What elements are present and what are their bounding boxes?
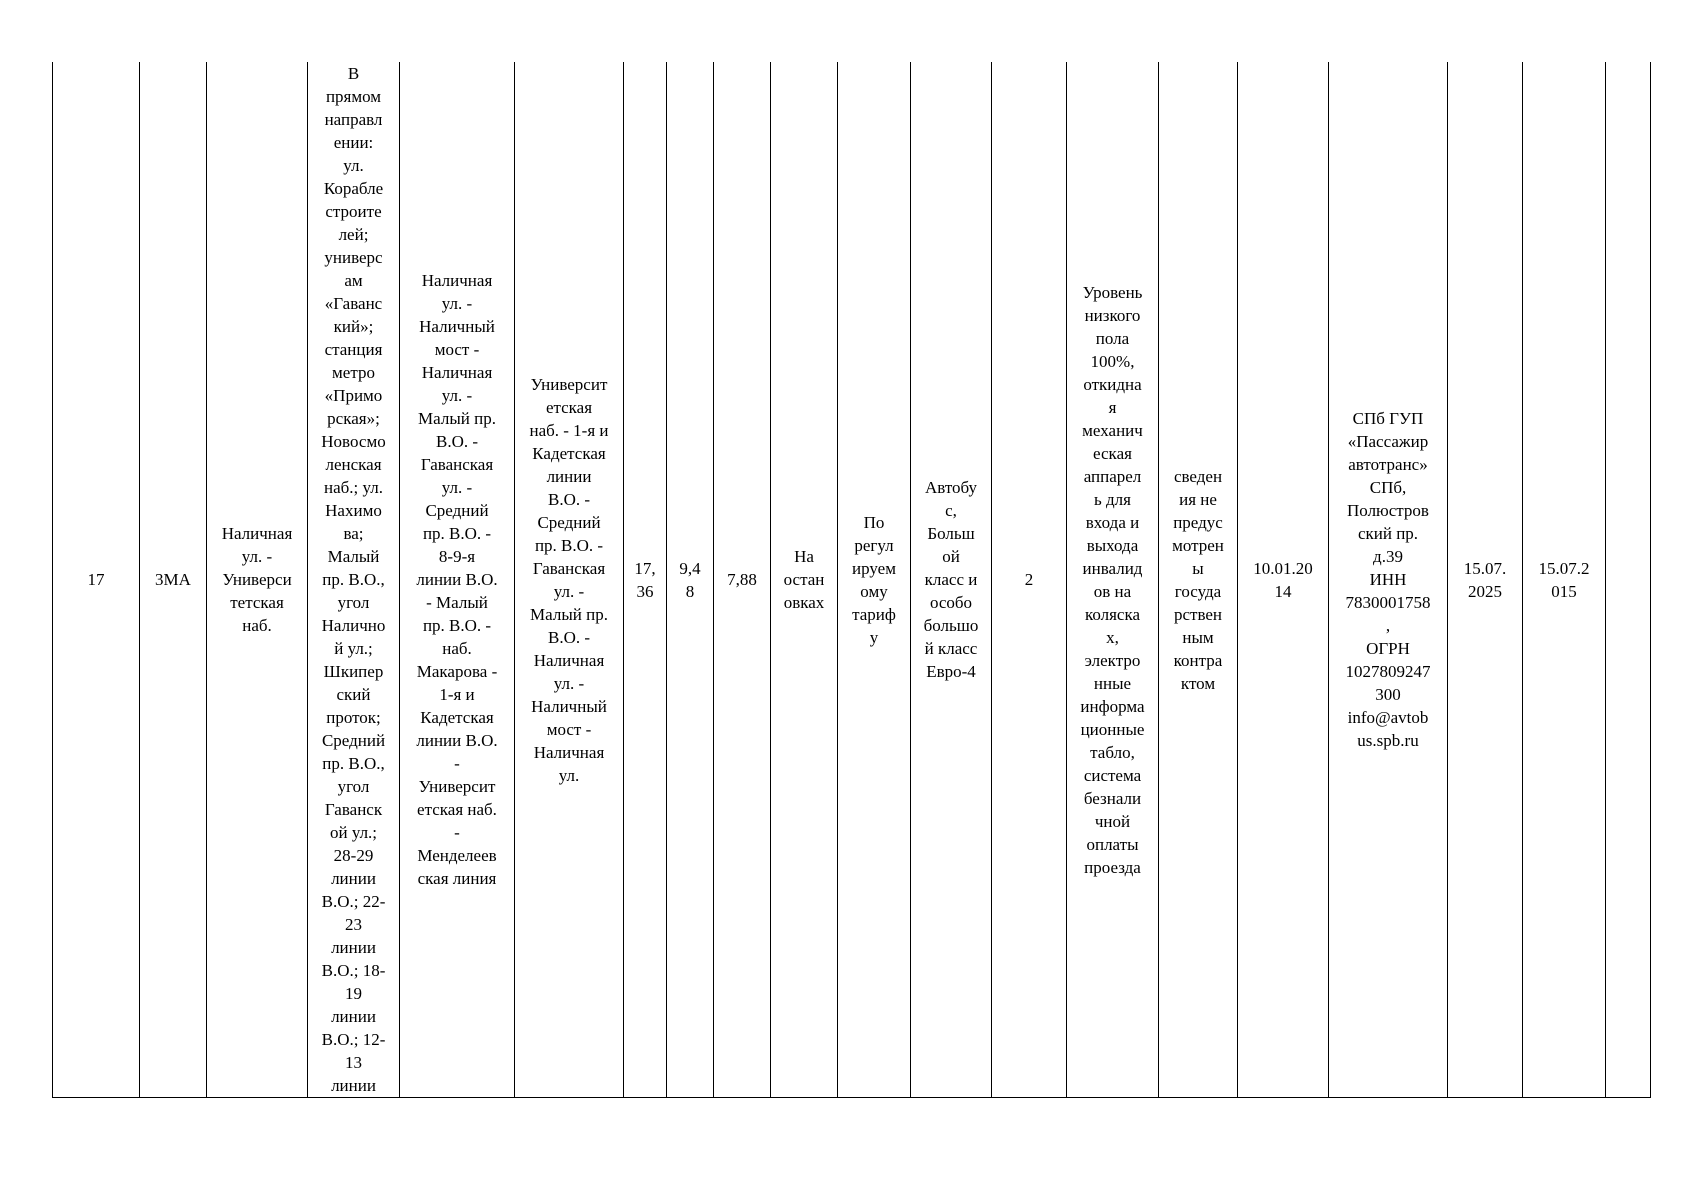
length-reverse-cell: 7,88: [714, 62, 771, 1098]
table-row: [53, 62, 1651, 1098]
length-forward-cell: 9,4 8: [667, 62, 714, 1098]
streets-reverse-cell: Университ етская наб. - 1-я и Кадетская линии В.О. - Средний пр. В.О. - Гаванская ул. - Малый пр. В.О. - Наличная ул. - Наличный мост - Наличная ул.: [515, 62, 624, 1098]
vehicle-features-cell: Уровень низкого пола 100%, откидна я механич еская аппарел ь для входа и выхода инвалид ов на коляска х, электро нные информа ционные табло, система безнали чной оплаты проезда: [1067, 62, 1159, 1098]
date-b-cell: 15.07.2 015: [1523, 62, 1606, 1098]
route-code-cell: 3МА: [140, 62, 207, 1098]
tariff-type-cell: По регул ируем ому тариф у: [838, 62, 911, 1098]
vehicle-type-cell: Автобу с, Больш ой класс и особо большо й класс Евро-4: [911, 62, 992, 1098]
length-total-cell: 17, 36: [624, 62, 667, 1098]
date-a-cell: 15.07. 2025: [1448, 62, 1523, 1098]
notes-cell: [1606, 62, 1651, 1098]
row-number-cell: 17: [53, 62, 140, 1098]
stops-forward-cell: [308, 62, 400, 1098]
start-date-cell: 10.01.20 14: [1238, 62, 1329, 1098]
carrier-cell: СПб ГУП «Пассажир автотранс» СПб, Полюстров ский пр. д.39 ИНН 7830001758 , ОГРН 1027809247 300 info@avtob us.spb.ru: [1329, 62, 1448, 1098]
route-registry-table: [52, 62, 1651, 1098]
streets-forward-cell: Наличная ул. - Наличный мост - Наличная ул. - Малый пр. В.О. - Гаванская ул. - Средний пр. В.О. - 8-9-я линии В.О. - Малый пр. В.О. - наб. Макарова - 1-я и Кадетская линии В.О. - Университ етская наб. - Менделеев ская линия: [400, 62, 515, 1098]
route-name-cell: Наличная ул. - Универси тетская наб.: [207, 62, 308, 1098]
vehicle-count-cell: 2: [992, 62, 1067, 1098]
contract-info-cell: сведен ия не предус мотрен ы госуда рствен ным контра ктом: [1159, 62, 1238, 1098]
boarding-order-cell: На остан овках: [771, 62, 838, 1098]
stops-forward-text: В прямом направл ении: ул. Корабле строите лей; универс ам «Гаванс кий»; станция метро «Примо рская»; Новосмо ленская наб.; ул. Нахимо ва; Малый пр. В.О., угол Налично й ул.; Шкипер ский проток; Средний пр. В.О., угол Гаванск ой ул.; 28-29 линии В.О.; 22- 23 линии В.О.; 18- 19 линии В.О.; 12- 13 линии: [321, 64, 386, 1095]
